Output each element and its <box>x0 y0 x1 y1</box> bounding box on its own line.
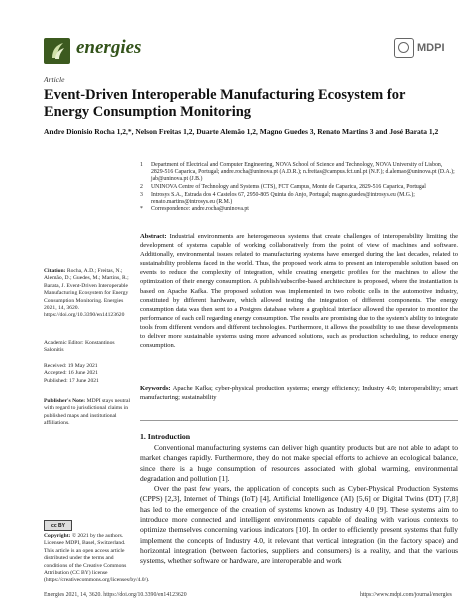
affiliations <box>140 162 455 214</box>
section-divider <box>140 420 458 421</box>
citation-text: Rocha, A.D.; Freitas, N.; Alemão, D.; Guedes, M.; Martins, R.; Barata, J. Event-Driven Interoperable Manufacturing Ecosystem for Energy Consumption Monitoring. Energies 2021, 14, 3620. https://doi.org/10.3390/en14123620 <box>44 268 129 319</box>
dates-block <box>44 363 134 385</box>
paragraph: Conventional manufacturing systems can deliver high quantity products but are not able to adapt to market changes rapidly. Furthermore, they do not make special efforts to achieve an ecological balance, since there is a huge consumption of resources associated with global warming, environmental degradation and pollution [1]. <box>140 443 458 483</box>
affiliation-text: Introsys S.A., Estrada dos 4 Castelos 67, 2950-805 Quinta do Anjo, Portugal; magno.guedes@introsys.eu (M.G.); renato.martins@introsys.eu (R.M.) <box>151 191 415 205</box>
citation-block <box>44 268 134 320</box>
publisher-note <box>44 398 134 428</box>
publisher-note-text: MDPI stays neutral with regard to jurisdictional claims in published maps and institutional affiliations. <box>44 398 131 427</box>
footer-journal-link[interactable]: https://www.mdpi.com/journal/energies <box>360 592 452 598</box>
affiliation-marker: 1 <box>140 162 143 168</box>
footer-citation: Energies 2021, 14, 3620. https://doi.org/10.3390/en14123620 <box>44 592 187 598</box>
citation-label: Citation: <box>44 268 66 274</box>
abstract <box>140 232 458 350</box>
published-date: Published: 17 June 2021 <box>44 377 99 384</box>
abstract-label: Abstract: <box>140 233 167 240</box>
publisher-name: MDPI <box>417 42 445 54</box>
section-heading: 1. Introduction <box>140 432 191 441</box>
cc-badge-text: cc BY <box>51 522 65 529</box>
received-date: Received: 19 May 2021 <box>44 363 98 369</box>
journal-logo-icon <box>44 38 70 64</box>
affiliation-item <box>140 184 455 191</box>
keywords-text: Apache Kafka; cyber-physical production systems; energy efficiency; Industry 4.0; interoperability; smart manufacturing; sustainability <box>140 385 458 402</box>
affiliation-text: Department of Electrical and Computer Engineering, NOVA School of Science and Technology, NOVA University of Lisbon, 2829-516 Caparica, Portugal; andre.rocha@uninova.pt (A.D.R.); n.freitas@campus.fct.unl.pt (N.F.); d.alemao@uninova.pt (D.A.); jab@uninova.pt (J.B.) <box>151 162 455 183</box>
affiliation-marker: 3 <box>140 191 143 198</box>
article-type: Article <box>44 75 65 84</box>
cc-license-icon <box>44 520 72 531</box>
affiliation-text: UNINOVA Centre of Technology and Systems (CTS), FCT Campus, Monte de Caparica, 2829-516 Caparica, Portugal <box>151 184 426 190</box>
mdpi-logo-icon <box>394 38 414 58</box>
abstract-text: Industrial environments are heterogeneous systems that create challenges of interoperability limiting the development of systems capable of working collaboratively from the point of view of machines and software. Additionally, environmental issues related to manufacturing systems have emerged during the last decades, related to sustainability problems faced in the world. Thus, the proposed work aims to present an interoperable solution based on events to reduce the complexity of integration, while creating energetic profiles for the machines to allow the optimization of their energy consumption. A publish/subscribe-based architecture is proposed, where the instantiation is based on Apache Kafka. The proposed solution was implemented in two robotic cells in the automotive industry, constituted by different hardware, which allowed testing the integration of different components. The energy consumption data was then sent to a Postgres database where a graphical interface allowed the operator to monitor the performance of each cell regarding energy consumption. The results are promising due to the system's ability to integrate tools from different vendors and different technologies. Furthermore, it allows the possibility to use these developments to deliver more sustainable systems using more advanced solutions, such as production scheduling, to reduce energy consumption. <box>140 233 458 350</box>
affiliation-item <box>140 162 455 184</box>
editor-name: Konstantinos Salonitis <box>44 340 115 354</box>
editor-label: Academic Editor: <box>44 340 84 346</box>
copyright-block <box>44 533 150 585</box>
keywords <box>140 384 458 402</box>
copyright-text: © 2021 by the authors. Licensee MDPI, Basel, Switzerland. This article is an open access article distributed under the terms and conditions of the Creative Commons Attribution (CC BY) license (https://creativecommons.org/licenses/by/4.0/). <box>44 533 150 584</box>
affiliation-item <box>140 192 455 206</box>
paragraph: Over the past few years, the application of concepts such as Cyber-Physical Production Systems (CPPS) [2,3], Internet of Things (IoT) [4], Artificial Intelligence (AI) [5,6] or Digital Twins (DT) [7,8] has led to the emergence of the creation of systems known as Industry 4.0 [9]. These systems aim to introduce more connected and intelligent environments capable of dealing with various contexts to optimize themselves concerning various indicators [10]. In order to efficiently present systems that fully implement the concepts of Industry 4.0, it relevant that vertical integration (in the factory space) and horizontal integration (between factories, suppliers and consumers) is a reality, and that the various systems, whether software or hardware, are interoperable and work <box>140 484 458 566</box>
copyright-label: Copyright: <box>44 533 71 539</box>
publisher-note-label: Publisher's Note: <box>44 398 86 404</box>
correspondence-text: Correspondence: andre.rocha@uninova.pt <box>151 206 249 213</box>
keywords-label: Keywords: <box>140 385 171 392</box>
affiliation-marker: 2 <box>140 184 143 190</box>
journal-name: energies <box>76 37 142 58</box>
paper-title: Event-Driven Interoperable Manufacturing Ecosystem for Energy Consumption Monitoring <box>44 87 406 120</box>
affiliation-marker: * <box>140 206 143 213</box>
introduction-body <box>140 443 458 567</box>
accepted-date: Accepted: 16 June 2021 <box>44 370 98 377</box>
affiliation-item <box>140 206 455 213</box>
academic-editor <box>44 340 134 355</box>
publisher-logo <box>394 38 445 58</box>
author-list: Andre Dionisio Rocha 1,2,*, Nelson Freitas 1,2, Duarte Alemão 1,2, Magno Guedes 3, Renato Martins 3 and José Barata 1,2 <box>44 127 439 136</box>
